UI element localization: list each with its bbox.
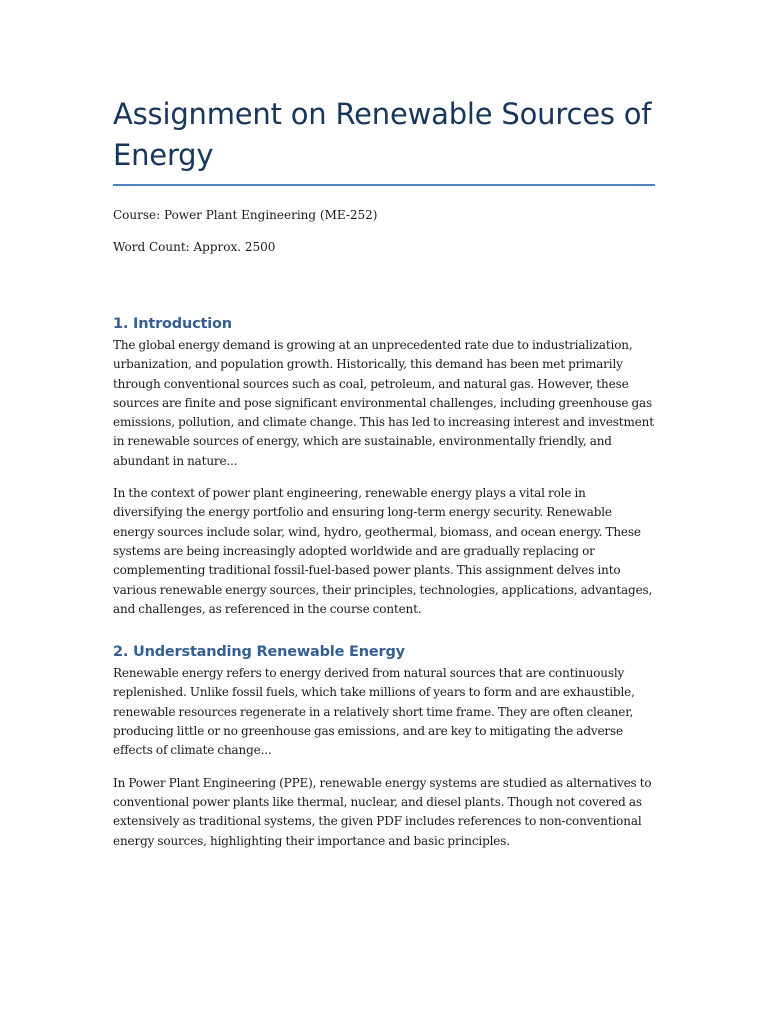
section-introduction [113,314,655,619]
word-count-line: Word Count: Approx. 2500 [113,240,276,254]
section-heading: 1. Introduction [113,316,232,332]
body-paragraph: In Power Plant Engineering (PPE), renewable energy systems are studied as alternatives to conventional power plants like thermal, nuclear, and diesel plants. Though not covered as extensively as traditional systems, the given PDF includes references to non-conventional energy sources, highlighting their importance and basic principles. [113,775,652,848]
body-paragraph: The global energy demand is growing at an unprecedented rate due to industrialization, urbanization, and population growth. Historically, this demand has been met primarily through conventional sources such as coal, petroleum, and natural gas. However, these sources are finite and pose significant environmental challenges, including greenhouse gas emissions, pollution, and climate change. This has led to increasing interest and investment in renewable sources of energy, which are sustainable, environmentally friendly, and abundant in nature... [113,338,654,468]
body-paragraph: In the context of power plant engineering, renewable energy plays a vital role in diversifying the energy portfolio and ensuring long-term energy security. Renewable energy sources include solar, wind, hydro, geothermal, biomass, and ocean energy. These systems are being increasingly adopted worldwide and are gradually replacing or complementing traditional fossil-fuel-based power plants. This assignment delves into various renewable energy sources, their principles, technologies, applications, advantages, and challenges, as referenced in the course content. [113,486,653,616]
document-title: Assignment on Renewable Sources of Energy [113,94,655,186]
body-paragraph: Renewable energy refers to energy derived from natural sources that are continuously replenished. Unlike fossil fuels, which take millions of years to form and are exhaustible, renewable resources regenerate in a relatively short time frame. They are often cleaner, producing little or no greenhouse gas emissions, and are key to mitigating the adverse effects of climate change... [113,666,635,758]
section-understanding-renewable-energy [113,642,655,851]
course-line: Course: Power Plant Engineering (ME-252) [113,208,378,222]
section-heading: 2. Understanding Renewable Energy [113,644,405,661]
document-page [113,0,655,851]
